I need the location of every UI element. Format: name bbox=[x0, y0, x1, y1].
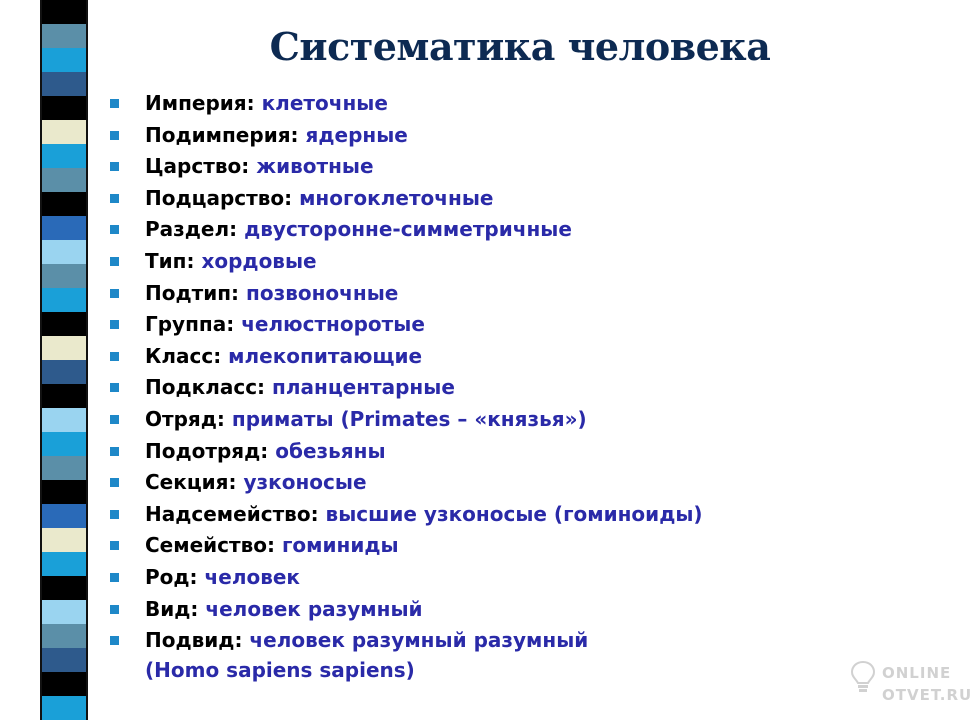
stripe-segment bbox=[42, 312, 86, 336]
rank-value: позвоночные bbox=[246, 280, 399, 305]
rank-text bbox=[145, 594, 423, 625]
stripe-segment bbox=[42, 264, 86, 288]
taxonomy-item bbox=[106, 404, 926, 436]
stripe-segment bbox=[42, 432, 86, 456]
rank-text bbox=[145, 246, 317, 277]
rank-text bbox=[145, 372, 455, 403]
stripe-segment bbox=[42, 504, 86, 528]
taxonomy-item bbox=[106, 467, 926, 499]
square-bullet-icon bbox=[110, 541, 119, 550]
rank-text bbox=[145, 341, 422, 372]
taxonomy-item bbox=[106, 246, 926, 278]
rank-text bbox=[145, 562, 300, 593]
stripe-segment bbox=[42, 336, 86, 360]
square-bullet-icon bbox=[110, 415, 119, 424]
square-bullet-icon bbox=[110, 320, 119, 329]
square-bullet-icon bbox=[110, 225, 119, 234]
taxonomy-item bbox=[106, 214, 926, 246]
stripe-segment bbox=[42, 648, 86, 672]
decorative-stripe-bar bbox=[40, 0, 88, 720]
slide-title: Систематика человека bbox=[269, 24, 771, 69]
watermark-line1: ONLINE bbox=[882, 664, 952, 682]
rank-text bbox=[145, 278, 398, 309]
square-bullet-icon bbox=[110, 131, 119, 140]
square-bullet-icon bbox=[110, 99, 119, 108]
stripe-segment bbox=[42, 696, 86, 720]
taxonomy-item bbox=[106, 530, 926, 562]
watermark-line2: OTVET.RU bbox=[882, 686, 972, 704]
rank-value: узконосые bbox=[243, 470, 367, 495]
rank-text bbox=[145, 530, 399, 561]
taxonomy-item bbox=[106, 88, 926, 120]
rank-value: челюстноротые bbox=[241, 312, 425, 337]
rank-name: Тип: bbox=[145, 248, 195, 273]
rank-name: Класс: bbox=[145, 343, 222, 368]
rank-text bbox=[145, 467, 367, 498]
rank-text bbox=[145, 436, 386, 467]
square-bullet-icon bbox=[110, 605, 119, 614]
stripe-segment bbox=[42, 672, 86, 696]
rank-value: обезьяны bbox=[275, 438, 386, 463]
rank-value: ядерные bbox=[305, 122, 408, 147]
stripe-segment bbox=[42, 456, 86, 480]
stripe-segment bbox=[42, 0, 86, 24]
rank-value: хордовые bbox=[201, 248, 317, 273]
rank-value: приматы (Primates – «князья») bbox=[231, 406, 587, 431]
stripe-segment bbox=[42, 168, 86, 192]
taxonomy-item bbox=[106, 120, 926, 152]
rank-value: гоминиды bbox=[281, 533, 399, 558]
lightbulb-icon bbox=[850, 660, 876, 694]
stripe-segment bbox=[42, 216, 86, 240]
stripe-segment bbox=[42, 384, 86, 408]
square-bullet-icon bbox=[110, 510, 119, 519]
square-bullet-icon bbox=[110, 383, 119, 392]
stripe-segment bbox=[42, 624, 86, 648]
rank-text bbox=[145, 88, 388, 119]
taxonomy-item bbox=[106, 499, 926, 531]
taxonomy-item bbox=[106, 625, 926, 684]
rank-name: Группа: bbox=[145, 312, 235, 337]
rank-name: Секция: bbox=[145, 470, 237, 495]
rank-value: человек bbox=[204, 564, 301, 589]
rank-name: Подимперия: bbox=[145, 122, 299, 147]
taxonomy-item bbox=[106, 594, 926, 626]
rank-name: Подотряд: bbox=[145, 438, 269, 463]
rank-value: планцентарные bbox=[272, 375, 455, 400]
rank-name: Царство: bbox=[145, 154, 250, 179]
square-bullet-icon bbox=[110, 573, 119, 582]
taxonomy-item bbox=[106, 436, 926, 468]
square-bullet-icon bbox=[110, 289, 119, 298]
rank-value: человек разумный bbox=[205, 596, 423, 621]
rank-text bbox=[145, 183, 494, 214]
rank-text bbox=[145, 120, 408, 151]
square-bullet-icon bbox=[110, 478, 119, 487]
stripe-segment bbox=[42, 552, 86, 576]
rank-text bbox=[145, 625, 588, 684]
taxonomy-item bbox=[106, 372, 926, 404]
rank-value: высшие узконосые (гоминоиды) bbox=[325, 501, 703, 526]
rank-value-extra: (Homo sapiens sapiens) bbox=[145, 658, 415, 683]
rank-value: человек разумный разумный bbox=[249, 628, 589, 653]
stripe-segment bbox=[42, 288, 86, 312]
stripe-segment bbox=[42, 48, 86, 72]
square-bullet-icon bbox=[110, 636, 119, 645]
square-bullet-icon bbox=[110, 194, 119, 203]
stripe-segment bbox=[42, 528, 86, 552]
rank-text bbox=[145, 309, 425, 340]
rank-text bbox=[145, 499, 703, 530]
stripe-segment bbox=[42, 408, 86, 432]
rank-name: Вид: bbox=[145, 596, 199, 621]
rank-text bbox=[145, 404, 587, 435]
rank-value: многоклеточные bbox=[299, 185, 494, 210]
rank-name: Семейство: bbox=[145, 533, 276, 558]
square-bullet-icon bbox=[110, 257, 119, 266]
stripe-segment bbox=[42, 240, 86, 264]
taxonomy-item bbox=[106, 151, 926, 183]
stripe-segment bbox=[42, 24, 86, 48]
stripe-segment bbox=[42, 576, 86, 600]
rank-text bbox=[145, 214, 572, 245]
taxonomy-item bbox=[106, 309, 926, 341]
rank-name: Род: bbox=[145, 564, 198, 589]
taxonomy-list bbox=[106, 88, 926, 684]
rank-name: Подцарство: bbox=[145, 185, 293, 210]
stripe-segment bbox=[42, 120, 86, 144]
stripe-segment bbox=[42, 360, 86, 384]
rank-value: клеточные bbox=[261, 91, 388, 115]
taxonomy-item bbox=[106, 562, 926, 594]
taxonomy-item bbox=[106, 278, 926, 310]
rank-name: Надсемейство: bbox=[145, 501, 319, 526]
rank-name: Подкласс: bbox=[145, 375, 266, 400]
taxonomy-item bbox=[106, 341, 926, 373]
rank-text bbox=[145, 151, 374, 182]
rank-name: Раздел: bbox=[145, 217, 238, 242]
taxonomy-item bbox=[106, 183, 926, 215]
stripe-segment bbox=[42, 192, 86, 216]
stripe-segment bbox=[42, 480, 86, 504]
stripe-segment bbox=[42, 600, 86, 624]
rank-name: Империя: bbox=[145, 91, 255, 115]
square-bullet-icon bbox=[110, 447, 119, 456]
rank-name: Отряд: bbox=[145, 406, 225, 431]
stripe-segment bbox=[42, 72, 86, 96]
rank-name: Подвид: bbox=[145, 628, 243, 653]
stripe-segment bbox=[42, 96, 86, 120]
square-bullet-icon bbox=[110, 162, 119, 171]
stripe-segment bbox=[42, 144, 86, 168]
rank-value: животные bbox=[256, 154, 374, 179]
watermark bbox=[850, 656, 972, 716]
rank-value: млекопитающие bbox=[228, 343, 423, 368]
rank-value: двусторонне-симметричные bbox=[244, 217, 572, 242]
square-bullet-icon bbox=[110, 352, 119, 361]
rank-name: Подтип: bbox=[145, 280, 240, 305]
